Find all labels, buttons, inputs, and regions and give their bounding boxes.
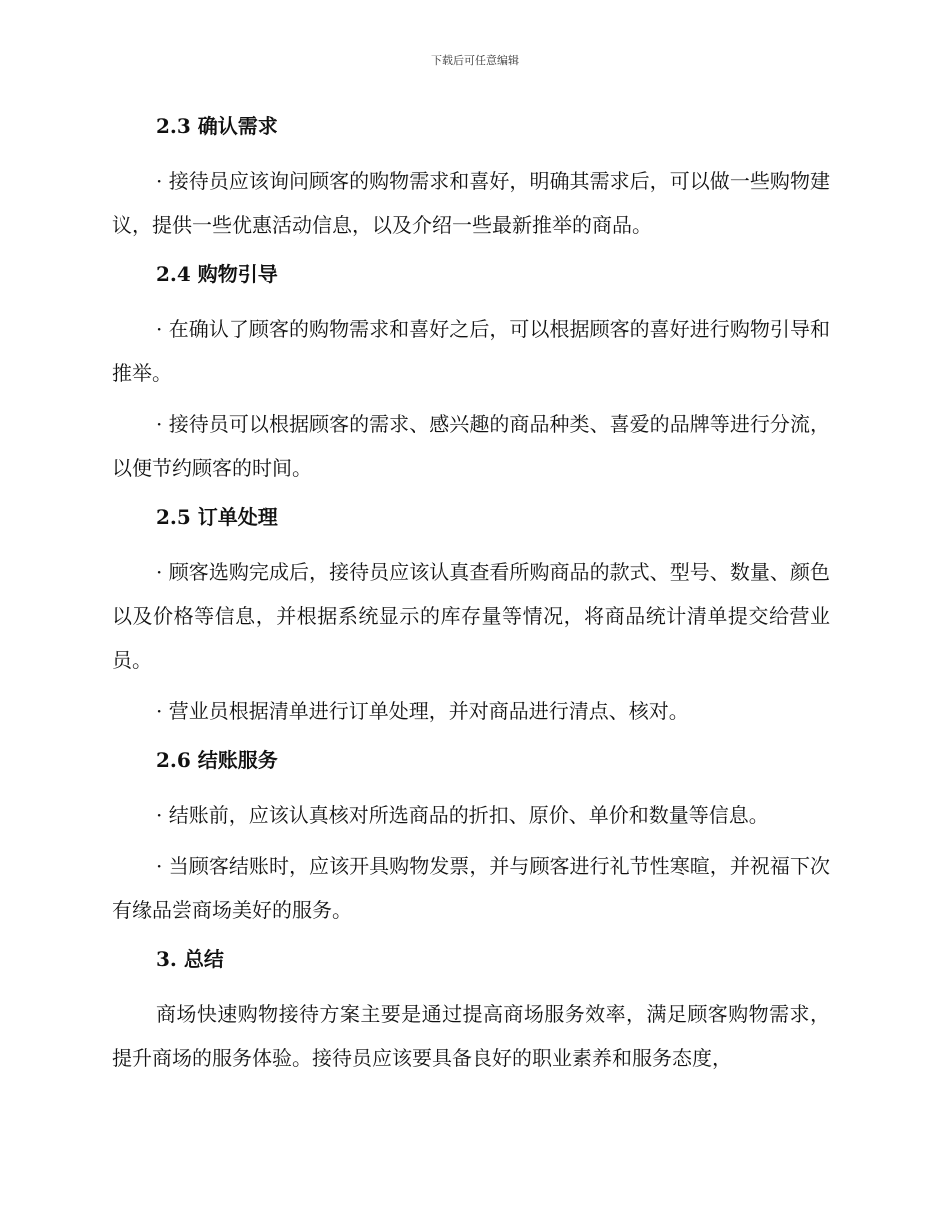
paragraph: · 顾客选购完成后，接待员应该认真查看所购商品的款式、型号、数量、颜色以及价格等信息，并根据系统显示的库存量等情况，将商品统计清单提交给营业员。 <box>112 560 830 672</box>
page-header: 下载后可任意编辑 <box>431 54 519 67</box>
paragraph: · 接待员可以根据顾客的需求、感兴趣的商品种类、喜爱的品牌等进行分流，以便节约顾客的时间。 <box>112 412 830 480</box>
section-heading-2-4: 2.4 购物引导 <box>156 262 278 286</box>
section-heading-3: 3. 总结 <box>156 947 224 971</box>
section-heading-2-5: 2.5 订单处理 <box>156 505 278 529</box>
paragraph: · 接待员应该询问顾客的购物需求和喜好，明确其需求后，可以做一些购物建议，提供一些优惠活动信息，以及介绍一些最新推举的商品。 <box>112 169 830 237</box>
paragraph: · 结账前，应该认真核对所选商品的折扣、原价、单价和数量等信息。 <box>156 803 769 827</box>
section-heading-2-6: 2.6 结账服务 <box>156 748 278 772</box>
paragraph: · 当顾客结账时，应该开具购物发票，并与顾客进行礼节性寒暄，并祝福下次有缘品尝商场美好的服务。 <box>112 854 830 922</box>
section-heading-2-3: 2.3 确认需求 <box>156 114 278 138</box>
paragraph: 商场快速购物接待方案主要是通过提高商场服务效率，满足顾客购物需求，提升商场的服务体验。接待员应该要具备良好的职业素养和服务态度， <box>112 1002 830 1070</box>
paragraph: · 营业员根据清单进行订单处理，并对商品进行清点、核对。 <box>156 699 689 723</box>
paragraph: · 在确认了顾客的购物需求和喜好之后，可以根据顾客的喜好进行购物引导和推举。 <box>112 317 830 385</box>
document-body <box>112 112 830 1080</box>
